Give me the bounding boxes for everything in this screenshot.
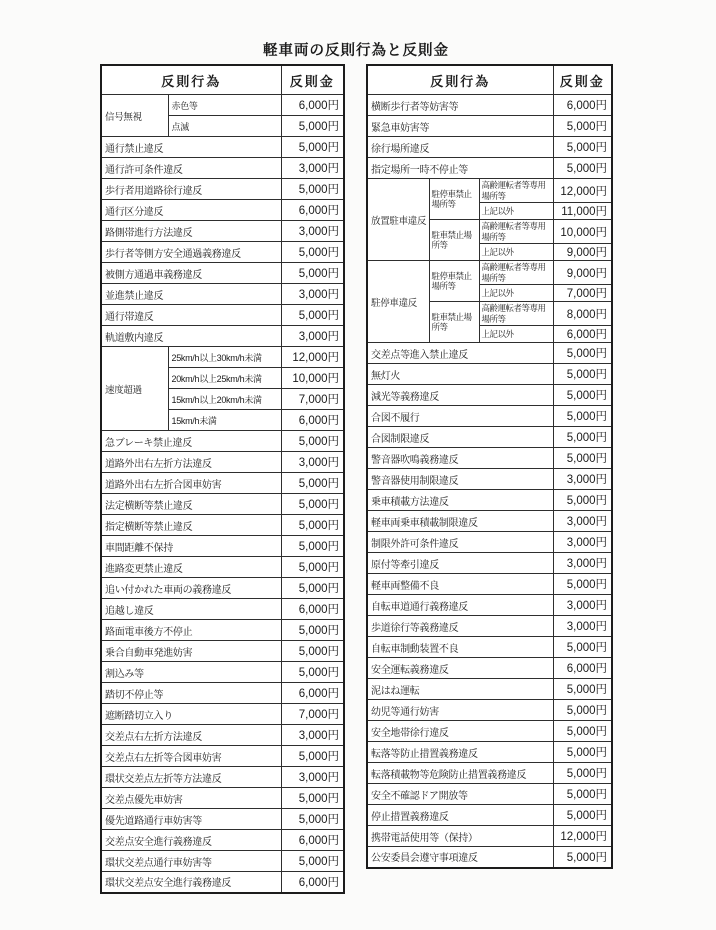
violation-cell: 環状交差点通行車妨害等 <box>101 851 281 872</box>
fine-cell: 12,000円 <box>553 826 612 847</box>
table-row <box>101 473 344 494</box>
violation-cell: 乗車積載方法違反 <box>367 490 553 511</box>
violation-cell: 合図不履行 <box>367 406 553 427</box>
violation-cell: 警音器使用制限違反 <box>367 469 553 490</box>
violation-cell: 自転車道通行義務違反 <box>367 595 553 616</box>
table-row <box>101 95 344 116</box>
table-row <box>101 179 344 200</box>
table-row <box>367 679 612 700</box>
fine-cell: 10,000円 <box>553 220 612 244</box>
fine-cell: 5,000円 <box>553 847 612 868</box>
violation-cell: 優先道路通行車妨害等 <box>101 809 281 830</box>
table-row <box>101 704 344 725</box>
violation-cell: 携帯電話使用等（保持） <box>367 826 553 847</box>
table-row <box>101 158 344 179</box>
fine-cell: 5,000円 <box>281 788 344 809</box>
violation-cell: 公安委員会遵守事項違反 <box>367 847 553 868</box>
fine-cell: 6,000円 <box>553 326 612 343</box>
violation-cell: 減光等義務違反 <box>367 385 553 406</box>
table-row <box>367 179 612 203</box>
table-row <box>101 746 344 767</box>
table-row <box>101 767 344 788</box>
fine-cell: 6,000円 <box>553 95 612 116</box>
violation-cell: 通行許可条件違反 <box>101 158 281 179</box>
fine-cell: 5,000円 <box>553 158 612 179</box>
table-row <box>367 784 612 805</box>
violation-cell: 指定場所一時不停止等 <box>367 158 553 179</box>
fine-cell: 3,000円 <box>553 469 612 490</box>
condition-cell: 上記以外 <box>479 326 553 343</box>
fine-cell: 5,000円 <box>281 536 344 557</box>
condition-cell: 上記以外 <box>479 285 553 302</box>
fine-cell: 5,000円 <box>281 137 344 158</box>
fine-cell: 5,000円 <box>281 116 344 137</box>
table-row <box>101 242 344 263</box>
column-header-fine: 反則金 <box>281 65 344 95</box>
subgroup-cell: 駐車禁止場所等 <box>429 220 479 261</box>
violation-cell: 進路変更禁止違反 <box>101 557 281 578</box>
table-row <box>367 805 612 826</box>
fine-cell: 5,000円 <box>281 242 344 263</box>
table-row <box>367 763 612 784</box>
violation-cell: 緊急車妨害等 <box>367 116 553 137</box>
fine-cell: 5,000円 <box>553 385 612 406</box>
fine-cell: 7,000円 <box>281 389 344 410</box>
fine-cell: 9,000円 <box>553 261 612 285</box>
fine-cell: 3,000円 <box>281 326 344 347</box>
subgroup-cell: 駐停車禁止場所等 <box>429 261 479 302</box>
table-row <box>367 721 612 742</box>
violation-cell: 通行禁止違反 <box>101 137 281 158</box>
violation-cell: 15km/h以上20km/h未満 <box>168 389 281 410</box>
fine-cell: 3,000円 <box>553 511 612 532</box>
fine-cell: 5,000円 <box>553 637 612 658</box>
fine-cell: 5,000円 <box>553 805 612 826</box>
fine-cell: 5,000円 <box>281 851 344 872</box>
violation-table-right <box>366 64 613 869</box>
violation-cell: 軽車両乗車積載制限違反 <box>367 511 553 532</box>
page-title: 軽車両の反則行為と反則金 <box>263 43 449 59</box>
fine-cell: 5,000円 <box>553 763 612 784</box>
violation-cell: 交差点右左折等合図車妨害 <box>101 746 281 767</box>
violation-cell: 車間距離不保持 <box>101 536 281 557</box>
fine-cell: 6,000円 <box>281 872 344 893</box>
violation-cell: 環状交差点左折等方法違反 <box>101 767 281 788</box>
fine-cell: 5,000円 <box>553 700 612 721</box>
fine-cell: 9,000円 <box>553 244 612 261</box>
table-row <box>101 641 344 662</box>
condition-cell: 上記以外 <box>479 203 553 220</box>
table-row <box>101 305 344 326</box>
subgroup-cell: 駐車禁止場所等 <box>429 302 479 343</box>
violation-cell: 路面電車後方不停止 <box>101 620 281 641</box>
violation-cell: 自転車制動装置不良 <box>367 637 553 658</box>
table-row <box>367 574 612 595</box>
fine-cell: 6,000円 <box>281 599 344 620</box>
group-cell: 信号無視 <box>101 95 168 137</box>
table-row <box>367 742 612 763</box>
fine-cell: 5,000円 <box>553 364 612 385</box>
fine-cell: 5,000円 <box>281 641 344 662</box>
table-row <box>101 788 344 809</box>
table-row <box>101 347 344 368</box>
fine-cell: 8,000円 <box>553 302 612 326</box>
table-row <box>101 452 344 473</box>
violation-cell: 警音器吹鳴義務違反 <box>367 448 553 469</box>
table-row <box>367 595 612 616</box>
fine-cell: 6,000円 <box>281 410 344 431</box>
fine-cell: 3,000円 <box>281 452 344 473</box>
violation-cell: 急ブレーキ禁止違反 <box>101 431 281 452</box>
violation-cell: 合図制限違反 <box>367 427 553 448</box>
fine-cell: 12,000円 <box>553 179 612 203</box>
violation-cell: 点滅 <box>168 116 281 137</box>
condition-cell: 高齢運転者等専用場所等 <box>479 302 553 326</box>
fine-cell: 7,000円 <box>281 704 344 725</box>
fine-cell: 5,000円 <box>553 574 612 595</box>
violation-cell: 追越し違反 <box>101 599 281 620</box>
fine-cell: 5,000円 <box>281 431 344 452</box>
violation-cell: 転落積載物等危険防止措置義務違反 <box>367 763 553 784</box>
violation-cell: 交差点優先車妨害 <box>101 788 281 809</box>
table-row <box>367 511 612 532</box>
fine-cell: 5,000円 <box>553 406 612 427</box>
table-row <box>101 725 344 746</box>
fine-cell: 5,000円 <box>553 721 612 742</box>
condition-cell: 高齢運転者等専用場所等 <box>479 261 553 285</box>
column-header-violation: 反則行為 <box>367 65 553 95</box>
table-row <box>101 830 344 851</box>
fine-cell: 3,000円 <box>281 767 344 788</box>
column-header-violation: 反則行為 <box>101 65 281 95</box>
fine-cell: 5,000円 <box>553 742 612 763</box>
table-row <box>101 683 344 704</box>
table-row <box>101 557 344 578</box>
table-row <box>101 599 344 620</box>
fine-cell: 5,000円 <box>281 578 344 599</box>
table-row <box>101 284 344 305</box>
table-row <box>367 448 612 469</box>
table-row <box>367 406 612 427</box>
violation-cell: 20km/h以上25km/h未満 <box>168 368 281 389</box>
table-row <box>101 326 344 347</box>
table-row <box>367 658 612 679</box>
fine-cell: 5,000円 <box>553 679 612 700</box>
fine-cell: 5,000円 <box>553 427 612 448</box>
fine-cell: 3,000円 <box>553 595 612 616</box>
table-row <box>101 872 344 893</box>
condition-cell: 上記以外 <box>479 244 553 261</box>
column-header-fine: 反則金 <box>553 65 612 95</box>
violation-cell: 追い付かれた車両の義務違反 <box>101 578 281 599</box>
violation-cell: 制限外許可条件違反 <box>367 532 553 553</box>
violation-cell: 幼児等通行妨害 <box>367 700 553 721</box>
table-row <box>367 261 612 285</box>
violation-cell: 赤色等 <box>168 95 281 116</box>
violation-cell: 道路外出右左折合図車妨害 <box>101 473 281 494</box>
fine-cell: 5,000円 <box>281 473 344 494</box>
violation-cell: 歩行者等側方安全通過義務違反 <box>101 242 281 263</box>
fine-cell: 5,000円 <box>281 179 344 200</box>
violation-cell: 歩行者用道路徐行違反 <box>101 179 281 200</box>
violation-cell: 軽車両整備不良 <box>367 574 553 595</box>
violation-cell: 乗合自動車発進妨害 <box>101 641 281 662</box>
fine-cell: 3,000円 <box>553 532 612 553</box>
fine-cell: 5,000円 <box>281 515 344 536</box>
condition-cell: 高齢運転者等専用場所等 <box>479 179 553 203</box>
table-row <box>367 616 612 637</box>
table-row <box>367 137 612 158</box>
table-row <box>101 515 344 536</box>
table-row <box>101 851 344 872</box>
fine-cell: 5,000円 <box>553 137 612 158</box>
table-row <box>367 490 612 511</box>
fine-cell: 5,000円 <box>553 116 612 137</box>
fine-cell: 3,000円 <box>281 284 344 305</box>
fine-cell: 7,000円 <box>553 285 612 302</box>
violation-cell: 15km/h未満 <box>168 410 281 431</box>
table-row <box>367 158 612 179</box>
fine-cell: 5,000円 <box>553 448 612 469</box>
violation-cell: 原付等牽引違反 <box>367 553 553 574</box>
table-header-row <box>367 65 612 95</box>
fine-cell: 3,000円 <box>281 725 344 746</box>
fine-cell: 10,000円 <box>281 368 344 389</box>
violation-cell: 割込み等 <box>101 662 281 683</box>
violation-cell: 路側帯進行方法違反 <box>101 221 281 242</box>
fine-cell: 11,000円 <box>553 203 612 220</box>
table-row <box>101 263 344 284</box>
violation-cell: 軌道敷内違反 <box>101 326 281 347</box>
fine-cell: 6,000円 <box>281 830 344 851</box>
violation-cell: 交差点右左折方法違反 <box>101 725 281 746</box>
violation-cell: 通行区分違反 <box>101 200 281 221</box>
fine-cell: 3,000円 <box>553 616 612 637</box>
table-row <box>101 431 344 452</box>
fine-cell: 5,000円 <box>281 305 344 326</box>
violation-cell: 通行帯違反 <box>101 305 281 326</box>
fine-cell: 5,000円 <box>281 263 344 284</box>
condition-cell: 高齢運転者等専用場所等 <box>479 220 553 244</box>
violation-cell: 道路外出右左折方法違反 <box>101 452 281 473</box>
violation-cell: 法定横断等禁止違反 <box>101 494 281 515</box>
table-row <box>367 553 612 574</box>
fine-cell: 5,000円 <box>281 662 344 683</box>
table-row <box>367 95 612 116</box>
violation-cell: 安全運転義務違反 <box>367 658 553 679</box>
fine-cell: 6,000円 <box>281 683 344 704</box>
subgroup-cell: 駐停車禁止場所等 <box>429 179 479 220</box>
violation-cell: 泥はね運転 <box>367 679 553 700</box>
violation-cell: 歩道徐行等義務違反 <box>367 616 553 637</box>
table-row <box>101 809 344 830</box>
fine-cell: 5,000円 <box>553 490 612 511</box>
violation-cell: 無灯火 <box>367 364 553 385</box>
table-row <box>367 116 612 137</box>
table-row <box>101 137 344 158</box>
group-cell: 駐停車違反 <box>367 261 429 343</box>
fine-cell: 5,000円 <box>281 557 344 578</box>
fine-cell: 5,000円 <box>281 494 344 515</box>
table-row <box>101 662 344 683</box>
fine-cell: 3,000円 <box>281 158 344 179</box>
fine-cell: 6,000円 <box>281 200 344 221</box>
group-cell: 速度超過 <box>101 347 168 431</box>
fine-cell: 6,000円 <box>281 95 344 116</box>
table-row <box>367 532 612 553</box>
table-row <box>101 494 344 515</box>
violation-cell: 並進禁止違反 <box>101 284 281 305</box>
violation-cell: 徐行場所違反 <box>367 137 553 158</box>
violation-table-left <box>100 64 345 894</box>
fine-cell: 5,000円 <box>553 343 612 364</box>
violation-cell: 横断歩行者等妨害等 <box>367 95 553 116</box>
violation-cell: 25km/h以上30km/h未満 <box>168 347 281 368</box>
table-row <box>101 620 344 641</box>
violation-cell: 被側方通過車義務違反 <box>101 263 281 284</box>
violation-cell: 安全地帯徐行違反 <box>367 721 553 742</box>
fine-cell: 6,000円 <box>553 658 612 679</box>
table-row <box>101 221 344 242</box>
group-cell: 放置駐車違反 <box>367 179 429 261</box>
violation-cell: 遮断踏切立入り <box>101 704 281 725</box>
fine-cell: 3,000円 <box>281 221 344 242</box>
violation-cell: 転落等防止措置義務違反 <box>367 742 553 763</box>
table-row <box>367 826 612 847</box>
violation-cell: 交差点等進入禁止違反 <box>367 343 553 364</box>
violation-cell: 交差点安全進行義務違反 <box>101 830 281 851</box>
table-row <box>101 536 344 557</box>
table-row <box>367 364 612 385</box>
violation-cell: 指定横断等禁止違反 <box>101 515 281 536</box>
fine-cell: 5,000円 <box>281 620 344 641</box>
violation-cell: 踏切不停止等 <box>101 683 281 704</box>
fine-cell: 5,000円 <box>281 746 344 767</box>
fine-cell: 12,000円 <box>281 347 344 368</box>
table-row <box>367 700 612 721</box>
fine-cell: 5,000円 <box>553 784 612 805</box>
table-row <box>367 343 612 364</box>
violation-cell: 安全不確認ドア開放等 <box>367 784 553 805</box>
table-header-row <box>101 65 344 95</box>
violation-cell: 停止措置義務違反 <box>367 805 553 826</box>
violation-cell: 環状交差点安全進行義務違反 <box>101 872 281 893</box>
fine-cell: 3,000円 <box>553 553 612 574</box>
fine-cell: 5,000円 <box>281 809 344 830</box>
table-row <box>101 200 344 221</box>
table-row <box>367 427 612 448</box>
table-row <box>367 847 612 868</box>
table-row <box>367 637 612 658</box>
table-row <box>367 385 612 406</box>
table-row <box>367 469 612 490</box>
table-row <box>101 578 344 599</box>
